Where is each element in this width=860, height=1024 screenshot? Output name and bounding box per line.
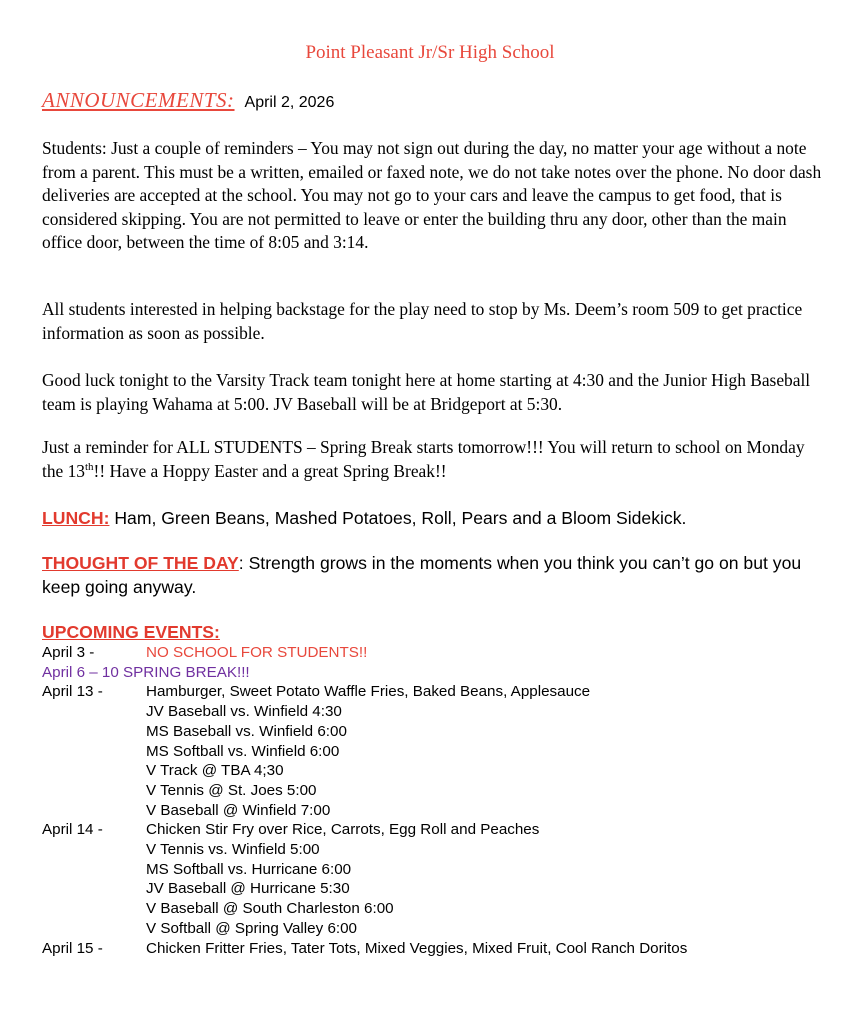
ordinal-suffix: th <box>84 460 94 473</box>
spring-break-text-start: Just a reminder for ALL STUDENTS – Spring Break starts tomorrow!!! You will return to school on Monday the 13 <box>42 437 805 481</box>
event-text: Chicken Stir Fry over Rice, Carrots, Egg Roll and Peaches <box>146 821 540 839</box>
event-text: V Softball @ Spring Valley 6:00 <box>146 919 358 937</box>
event-text: JV Baseball @ Hurricane 5:30 <box>146 880 350 898</box>
announcements-date: April 2, 2026 <box>244 94 335 111</box>
upcoming-events-heading: UPCOMING EVENTS: <box>42 622 220 642</box>
event-row <box>42 643 832 663</box>
event-row <box>42 761 832 781</box>
event-text-no-school: NO SCHOOL FOR STUDENTS!! <box>146 644 368 661</box>
event-row <box>42 939 832 959</box>
event-row <box>42 663 832 683</box>
event-text: Chicken Fritter Fries, Tater Tots, Mixed Veggies, Mixed Fruit, Cool Ranch Doritos <box>146 939 688 957</box>
event-text: MS Softball vs. Winfield 6:00 <box>146 742 340 760</box>
paragraph-sign-out-reminders: Students: Just a couple of reminders – You may not sign out during the day, no matter your age without a note from a parent. This must be a written, emailed or faxed note, we do not take notes over the phone. No door dash deliveries are accepted at the school. You may not go to your cars and leave the campus to get food, that is considered skipping. You are not permitted to leave or enter the building thru any door, other than the main office door, between the time of 8:05 and 3:14. <box>42 138 822 253</box>
event-date: April 3 - <box>42 644 95 661</box>
event-date <box>42 919 146 939</box>
event-date <box>42 899 146 919</box>
event-text: V Tennis vs. Winfield 5:00 <box>146 841 320 859</box>
event-row <box>42 919 832 939</box>
event-date: April 14 - <box>42 821 103 839</box>
event-row <box>42 899 832 919</box>
event-date <box>42 702 146 722</box>
event-text: JV Baseball vs. Winfield 4:30 <box>146 703 342 721</box>
announcements-header <box>42 88 334 113</box>
event-text: V Tennis @ St. Joes 5:00 <box>146 781 317 799</box>
event-date <box>42 761 146 781</box>
lunch-label: LUNCH: <box>42 508 110 528</box>
event-row <box>42 820 832 840</box>
thought-text: : Strength grows in the moments when you think you can’t go on but you keep going anyway. <box>42 553 802 597</box>
event-text: Hamburger, Sweet Potato Waffle Fries, Baked Beans, Applesauce <box>146 683 591 701</box>
paragraph-backstage-play: All students interested in helping backstage for the play need to stop by Ms. Deem’s room 509 to get practice information as soon as possible. <box>42 299 803 343</box>
event-row <box>42 722 832 742</box>
upcoming-events-list <box>42 643 832 958</box>
event-row <box>42 840 832 860</box>
event-row <box>42 879 832 899</box>
event-row <box>42 682 832 702</box>
event-date: April 15 - <box>42 939 103 957</box>
event-text: MS Baseball vs. Winfield 6:00 <box>146 722 347 740</box>
event-row <box>42 702 832 722</box>
event-date <box>42 860 146 880</box>
event-text: V Baseball @ Winfield 7:00 <box>146 801 331 819</box>
paragraph-good-luck: Good luck tonight to the Varsity Track team tonight here at home starting at 4:30 and the Junior High Baseball team is playing Wahama at 5:00. JV Baseball will be at Bridgeport at 5:30. <box>42 370 811 414</box>
announcements-heading: ANNOUNCEMENTS: <box>42 88 235 112</box>
event-date: April 13 - <box>42 683 103 701</box>
lunch-line <box>42 506 832 530</box>
event-date <box>42 742 146 762</box>
thought-label: THOUGHT OF THE DAY <box>42 553 239 573</box>
event-text-spring-break: April 6 – 10 SPRING BREAK!!! <box>42 663 250 681</box>
spring-break-text-end: !! Have a Hoppy Easter and a great Spring Break!! <box>93 460 447 481</box>
event-date <box>42 722 146 742</box>
event-date <box>42 840 146 860</box>
event-date <box>42 879 146 899</box>
event-date <box>42 781 146 801</box>
event-text: MS Softball vs. Hurricane 6:00 <box>146 860 352 878</box>
event-text: V Baseball @ South Charleston 6:00 <box>146 900 394 918</box>
event-date <box>42 801 146 821</box>
lunch-menu: Ham, Green Beans, Mashed Potatoes, Roll, Pears and a Bloom Sidekick. <box>109 508 687 528</box>
paragraph-spring-break <box>42 436 822 483</box>
event-row <box>42 801 832 821</box>
thought-of-the-day <box>42 551 832 599</box>
event-row <box>42 781 832 801</box>
school-title: Point Pleasant Jr/Sr High School <box>305 42 555 63</box>
event-text: V Track @ TBA 4;30 <box>146 762 284 780</box>
event-row <box>42 742 832 762</box>
event-row <box>42 860 832 880</box>
